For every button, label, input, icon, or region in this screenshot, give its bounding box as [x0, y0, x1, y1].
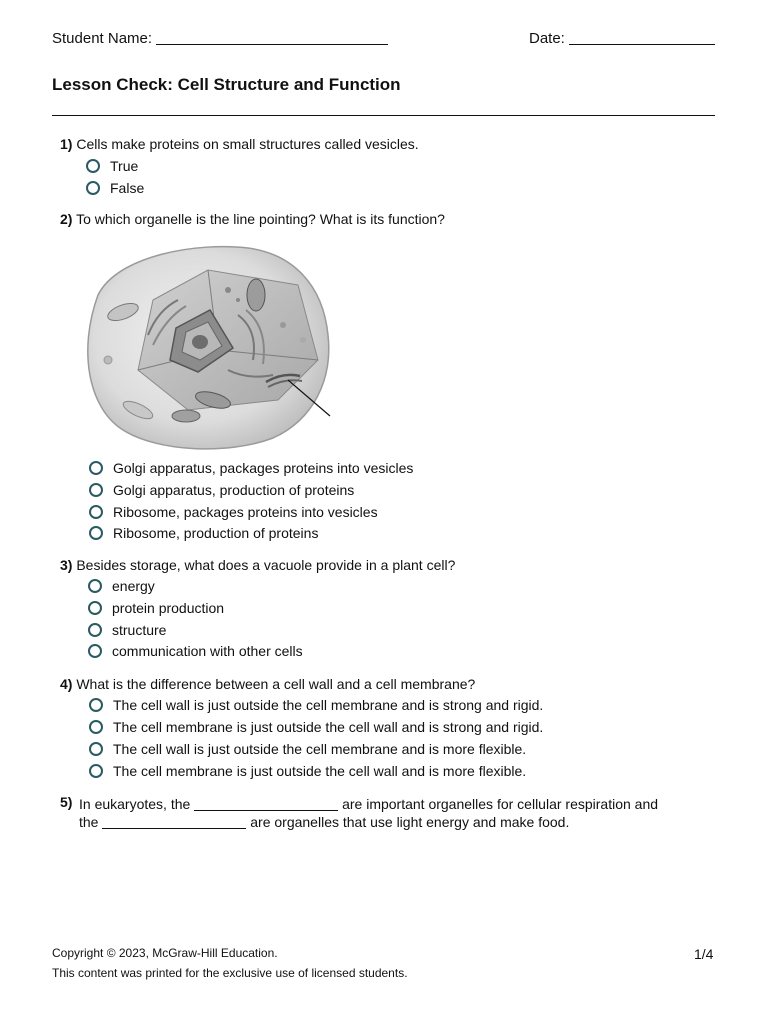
radio-circle-icon[interactable] [88, 623, 102, 637]
date-label: Date: [529, 30, 565, 47]
option-label: Golgi apparatus, production of proteins [113, 482, 355, 498]
question-4-number: 4) [60, 676, 73, 692]
radio-circle-icon[interactable] [89, 698, 103, 712]
title-divider [52, 115, 715, 116]
radio-circle-icon[interactable] [88, 644, 102, 658]
question-4-option-2[interactable] [89, 719, 543, 735]
question-2-text: To which organelle is the line pointing? What is its function? [76, 211, 445, 227]
question-2 [60, 211, 445, 227]
question-5-blank-2[interactable] [102, 817, 246, 829]
question-2-option-3[interactable] [89, 504, 378, 520]
radio-circle-icon[interactable] [86, 181, 100, 195]
question-3-option-4[interactable] [88, 643, 303, 659]
question-2-option-2[interactable] [89, 482, 354, 498]
radio-circle-icon[interactable] [88, 601, 102, 615]
question-5-text-d: are organelles that use light energy and make food. [250, 814, 570, 830]
option-label: Ribosome, packages proteins into vesicles [113, 504, 378, 520]
question-2-option-1[interactable] [89, 460, 413, 476]
student-name-label: Student Name: [52, 30, 153, 47]
question-1 [60, 136, 419, 152]
option-label: energy [112, 578, 155, 594]
option-label: The cell membrane is just outside the cell wall and is more flexible. [113, 763, 527, 779]
question-5-text-b: are important organelles for cellular respiration and [342, 796, 659, 812]
student-name-blank[interactable] [156, 31, 388, 45]
radio-circle-icon[interactable] [89, 483, 103, 497]
question-5-text-a: In eukaryotes, the [79, 796, 191, 812]
radio-circle-icon[interactable] [88, 579, 102, 593]
question-5-line-1 [79, 796, 658, 812]
option-label: protein production [112, 600, 225, 616]
question-3-option-3[interactable] [88, 622, 166, 638]
student-name-field[interactable] [52, 30, 388, 47]
question-1-option-2[interactable] [86, 180, 144, 196]
question-3 [60, 557, 455, 573]
question-1-number: 1) [60, 136, 73, 152]
option-label: Ribosome, production of proteins [113, 525, 319, 541]
question-4-option-4[interactable] [89, 763, 526, 779]
question-5-text-c: the [79, 814, 99, 830]
question-3-option-1[interactable] [88, 578, 155, 594]
question-2-option-4[interactable] [89, 525, 318, 541]
option-label: The cell wall is just outside the cell membrane and is strong and rigid. [113, 697, 544, 713]
page-title: Lesson Check: Cell Structure and Function [52, 75, 401, 94]
question-3-text: Besides storage, what does a vacuole provide in a plant cell? [76, 557, 456, 573]
animal-cell-diagram [78, 240, 333, 452]
question-5-blank-1[interactable] [194, 799, 338, 811]
radio-circle-icon[interactable] [89, 526, 103, 540]
question-5 [60, 794, 72, 810]
license-notice: This content was printed for the exclusive use of licensed students. [52, 966, 408, 980]
radio-circle-icon[interactable] [89, 505, 103, 519]
question-4-text: What is the difference between a cell wall and a cell membrane? [76, 676, 476, 692]
question-4-option-1[interactable] [89, 697, 543, 713]
option-label: structure [112, 622, 167, 638]
question-3-option-2[interactable] [88, 600, 224, 616]
radio-circle-icon[interactable] [89, 742, 103, 756]
question-5-line-2 [79, 814, 569, 830]
question-1-option-1[interactable] [86, 158, 138, 174]
radio-circle-icon[interactable] [86, 159, 100, 173]
option-label: Golgi apparatus, packages proteins into vesicles [113, 460, 414, 476]
question-3-number: 3) [60, 557, 73, 573]
question-2-number: 2) [60, 211, 73, 227]
question-4-option-3[interactable] [89, 741, 526, 757]
page-number: 1/4 [694, 946, 714, 962]
option-label: The cell membrane is just outside the cell wall and is strong and rigid. [113, 719, 544, 735]
radio-circle-icon[interactable] [89, 720, 103, 734]
date-blank[interactable] [569, 31, 715, 45]
option-label: False [110, 180, 145, 196]
question-4 [60, 676, 475, 692]
option-label: The cell wall is just outside the cell membrane and is more flexible. [113, 741, 527, 757]
radio-circle-icon[interactable] [89, 461, 103, 475]
radio-circle-icon[interactable] [89, 764, 103, 778]
question-5-number: 5) [60, 794, 73, 810]
option-label: True [110, 158, 139, 174]
copyright-notice: Copyright © 2023, McGraw-Hill Education. [52, 946, 278, 960]
date-field[interactable] [529, 30, 715, 47]
question-1-text: Cells make proteins on small structures called vesicles. [76, 136, 419, 152]
option-label: communication with other cells [112, 643, 303, 659]
